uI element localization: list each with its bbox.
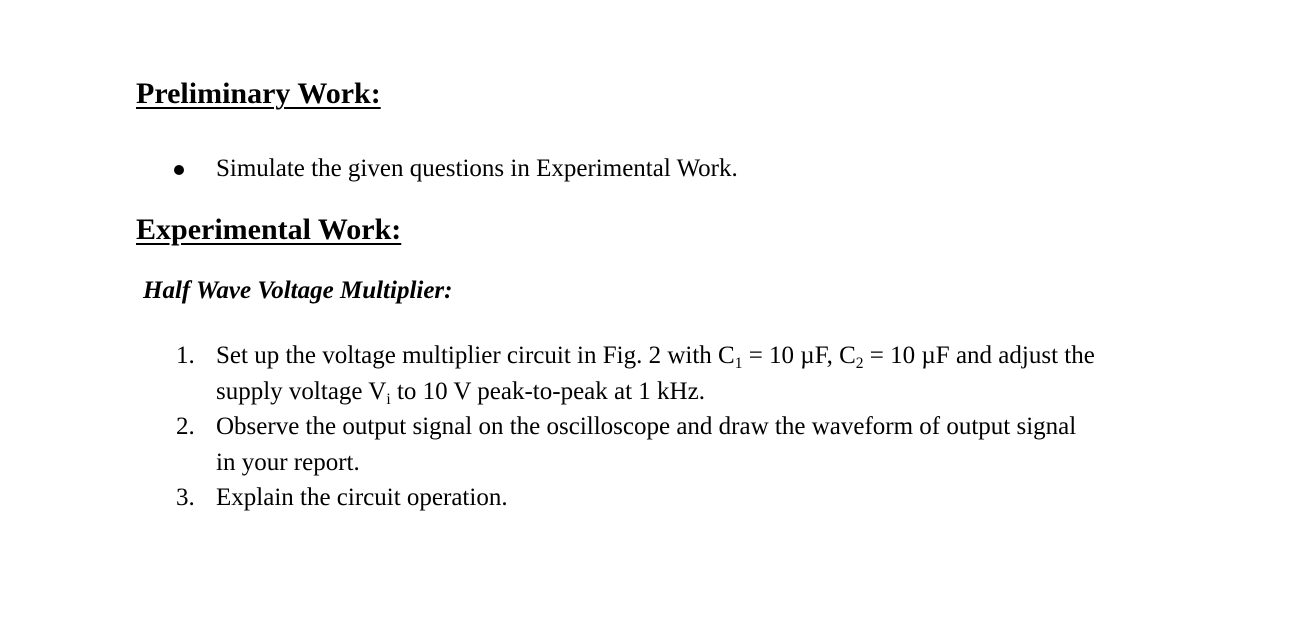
step-number: 3.: [176, 484, 195, 511]
step-item-3: [170, 480, 1170, 516]
step-item-2: [170, 409, 1170, 480]
step-number: 1.: [176, 342, 195, 369]
step-item-1: [170, 338, 1170, 409]
step-2-line-2: in your report.: [216, 448, 360, 476]
step-1-line-2: supply voltage $V_i$ to 10 V peak-to-peak at 1 kHz.: [216, 377, 705, 408]
step-number: 2.: [176, 413, 195, 440]
step-2-line-1: Observe the output signal on the oscilloscope and draw the waveform of output signal: [216, 413, 1077, 440]
half-wave-multiplier-subheading: Half Wave Voltage Multiplier:: [143, 277, 453, 304]
experimental-work-heading: Experimental Work:: [136, 213, 402, 246]
step-3-line-1: Explain the circuit operation.: [216, 484, 508, 511]
step-1-line-1: Set up the voltage multiplier circuit in Fig. 2 with $C_1 = 10$ µF, $C_2 = 10$ µF and adjust the: [216, 342, 1095, 372]
bullet-icon: [174, 165, 184, 175]
experimental-steps-list: [170, 338, 1170, 516]
preliminary-bullet-text: Simulate the given questions in Experimental Work.: [216, 155, 738, 182]
preliminary-work-heading: Preliminary Work:: [136, 77, 381, 110]
